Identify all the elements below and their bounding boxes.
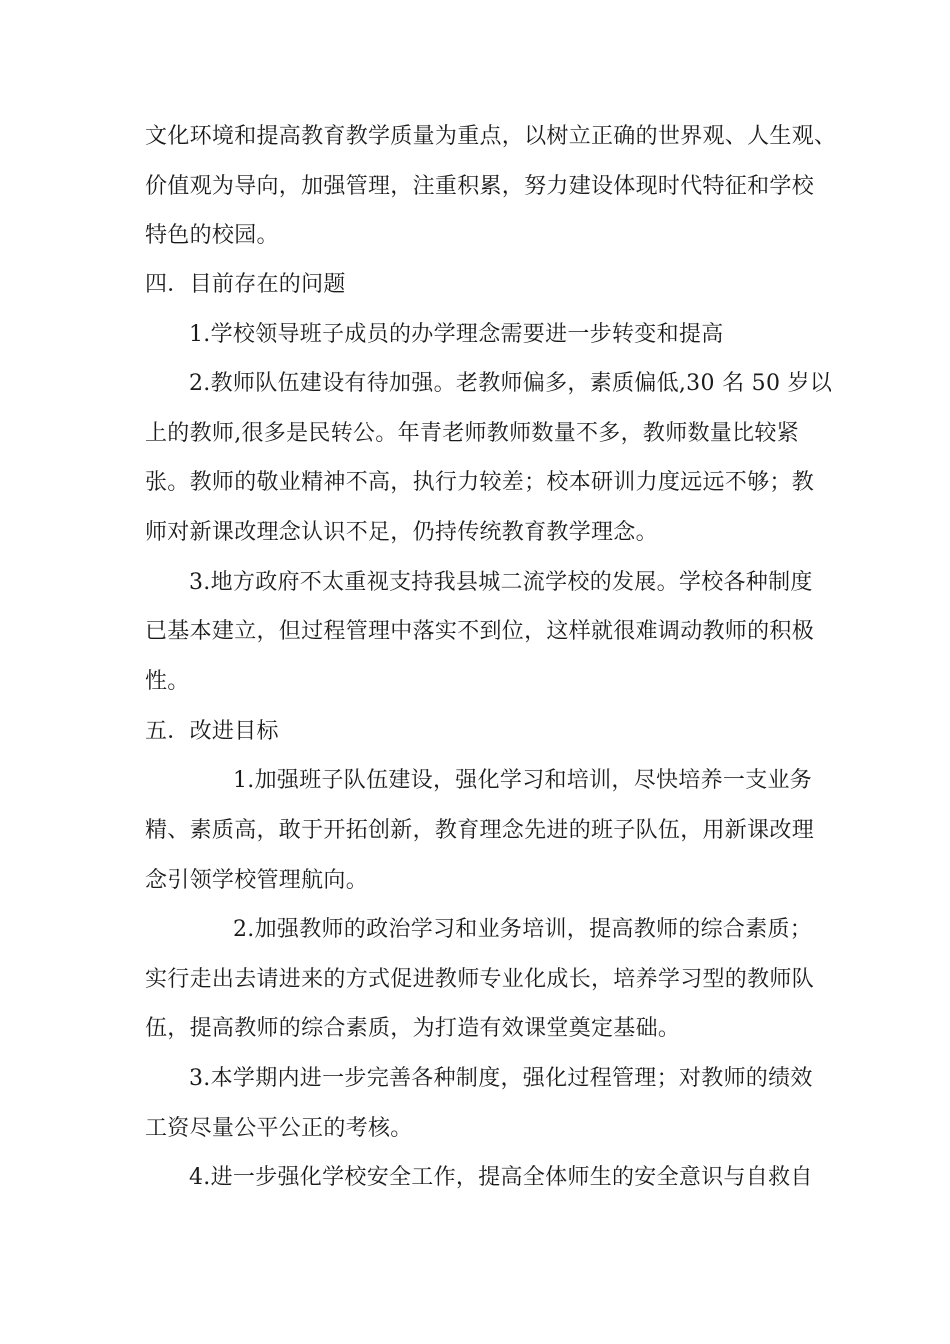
list-item-line: 师对新课改理念认识不足，仍持传统教育教学理念。 (145, 520, 658, 545)
section-heading: 四．目前存在的问题 (145, 272, 346, 297)
text-line: 特色的校园。 (145, 223, 279, 248)
list-item-line: 伍，提高教师的综合素质，为打造有效课堂奠定基础。 (145, 1016, 681, 1041)
text-line: 文化环境和提高教育教学质量为重点，以树立正确的世界观、人生观、 (145, 124, 837, 149)
list-item-line: 4.进一步强化学校安全工作，提高全体师生的安全意识与自救自 (189, 1165, 813, 1190)
list-item-line: 1.学校领导班子成员的办学理念需要进一步转变和提高 (189, 322, 724, 347)
list-item-line: 张。教师的敬业精神不高，执行力较差；校本研训力度远远不够；教 (145, 470, 815, 495)
list-item-line: 3.本学期内进一步完善各种制度，强化过程管理；对教师的绩效 (189, 1066, 813, 1091)
list-item-line: 精、素质高，敢于开拓创新，教育理念先进的班子队伍，用新课改理 (145, 818, 815, 843)
list-item-line: 3.地方政府不太重视支持我县城二流学校的发展。学校各种制度 (189, 570, 813, 595)
list-item-line: 2.教师队伍建设有待加强。老教师偏多，素质偏低,30 名 50 岁以 (189, 371, 833, 396)
list-item-line: 上的教师,很多是民转公。年青老师教师数量不多，教师数量比较紧 (145, 421, 799, 446)
list-item-line: 念引领学校管理航向。 (145, 868, 369, 893)
text-line: 价值观为导向，加强管理，注重积累，努力建设体现时代特征和学校 (145, 174, 815, 199)
list-item-line: 工资尽量公平公正的考核。 (145, 1116, 413, 1141)
list-item-line: 实行走出去请进来的方式促进教师专业化成长，培养学习型的教师队 (145, 967, 815, 992)
list-item-line: 2.加强教师的政治学习和业务培训，提高教师的综合素质； (233, 917, 813, 942)
section-heading: 五．改进目标 (145, 719, 279, 744)
list-item-line: 已基本建立，但过程管理中落实不到位，这样就很难调动教师的积极 (145, 619, 815, 644)
list-item-line: 性。 (145, 669, 190, 694)
list-item-line: 1.加强班子队伍建设，强化学习和培训，尽快培养一支业务 (233, 768, 813, 793)
